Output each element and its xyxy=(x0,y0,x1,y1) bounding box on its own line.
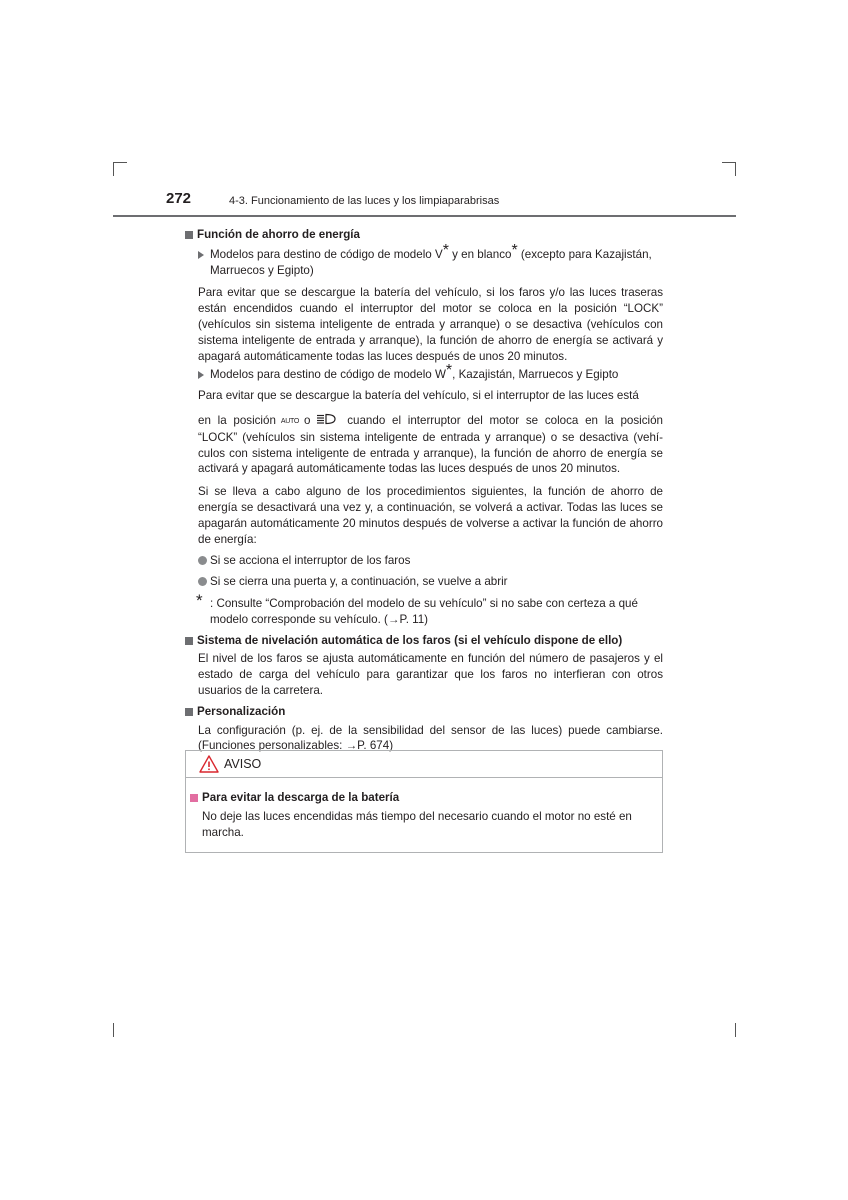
circle-bullet-icon xyxy=(198,556,207,565)
main-content xyxy=(185,223,663,754)
triangle-bullet-icon xyxy=(198,371,204,379)
paragraph-customization: La configuración (p. ej. de la sensibilidad del sensor de las luces) puede cambiarse. (Funciones personalizables: →P. 674) xyxy=(198,723,663,753)
warning-box xyxy=(185,750,663,853)
warning-text: No deje las luces encendidas más tiempo del necesario cuando el motor no esté en marcha. xyxy=(202,809,632,839)
paragraph-energy-saving-1: Para evitar que se descargue la batería del vehículo, si los faros y/o las luces traseras están encendidos cuando el interruptor del motor se coloca en la posición “LOCK” (vehículos sin sistema inteligente de entrada y arranque) o se desactiva (vehículos con sistema inteligente de entrada y arranque), la función de ahorro de energía se activará y apagará automáticamente todas las luces después de unos 20 minutos. xyxy=(198,286,663,363)
paragraph-energy-saving-2-line1: Para evitar que se descargue la batería del vehículo, si el interruptor de las luces está xyxy=(198,389,639,403)
crop-mark-bottom-right xyxy=(735,1023,736,1037)
crop-mark-top-left-v xyxy=(113,162,114,176)
list-item: Si se acciona el interruptor de los faros xyxy=(185,553,663,569)
arrow-icon: → xyxy=(387,612,400,626)
square-bullet-icon xyxy=(185,637,193,645)
paragraph-headlight-leveling: El nivel de los faros se ajusta automáticamente en función del número de pasajeros y el estado de carga del vehículo para garantizar que los faros no interfieran con otros usuarios de la carretera. xyxy=(198,652,663,697)
section-heading-customization: Personalización xyxy=(185,704,663,720)
arrow-icon: → xyxy=(345,739,358,753)
paragraph-energy-saving-3: Si se lleva a cabo alguno de los procedimientos siguientes, la función de ahorro de energía se desactivará una vez y, a continuación, se volverá a activar. Todas las luces se apagarán automáticamente 20 minutos después de volverse a activar la función de ahorro de energía: xyxy=(198,485,663,546)
auto-light-symbol-icon: AUTO xyxy=(280,417,300,425)
warning-title: Para evitar la descarga de la batería xyxy=(190,790,646,806)
asterisk-mark: * xyxy=(196,590,203,610)
list-item: Si se cierra una puerta y, a continuación, se vuelve a abrir xyxy=(185,574,663,590)
page-number: 272 xyxy=(166,190,192,207)
warning-triangle-icon xyxy=(199,755,219,773)
warning-body xyxy=(186,778,662,840)
warning-header xyxy=(186,751,662,778)
section-heading-headlight-leveling: Sistema de nivelación automática de los faros (si el vehículo dispone de ello) xyxy=(185,633,663,649)
header-rule xyxy=(113,215,736,217)
crop-mark-bottom-left xyxy=(113,1023,114,1037)
crop-mark-top-right-v xyxy=(735,162,736,176)
square-bullet-icon xyxy=(185,231,193,239)
headlight-icon xyxy=(315,413,337,425)
warning-label: AVISO xyxy=(224,757,262,771)
crop-mark-top-right-h xyxy=(722,162,736,163)
circle-bullet-icon xyxy=(198,577,207,586)
square-bullet-icon xyxy=(185,708,193,716)
model-item-w: Modelos para destino de código de modelo W*, Kazajistán, Marruecos y Egipto xyxy=(185,367,663,383)
model-item-v: Modelos para destino de código de modelo V* y en blanco* (excepto para Kazajistán, Marruecos y Egipto) xyxy=(185,247,663,279)
paragraph-energy-saving-2: en la posición AUTO o cuando el interruptor del motor se coloca en la posición “LOCK” (vehículos sin sistema inteligente de entrada y arranque) o se desactiva (vehículos con sistema inteligente de entrada y arranque), la función de ahorro de energía se activará y apagará automáticamente todas las luces después de unos 20 minutos. xyxy=(198,413,663,476)
square-bullet-icon xyxy=(190,794,198,802)
footnote: * : Consulte “Comprobación del modelo de su vehículo” si no sabe con certeza a qué modelo corresponde su vehículo. (→P. 11) xyxy=(196,590,638,626)
section-heading-energy-saving: Función de ahorro de energía xyxy=(185,227,663,243)
chapter-title: 4-3. Funcionamiento de las luces y los limpiaparabrisas xyxy=(229,195,500,207)
triangle-bullet-icon xyxy=(198,251,204,259)
crop-mark-top-left-h xyxy=(113,162,127,163)
